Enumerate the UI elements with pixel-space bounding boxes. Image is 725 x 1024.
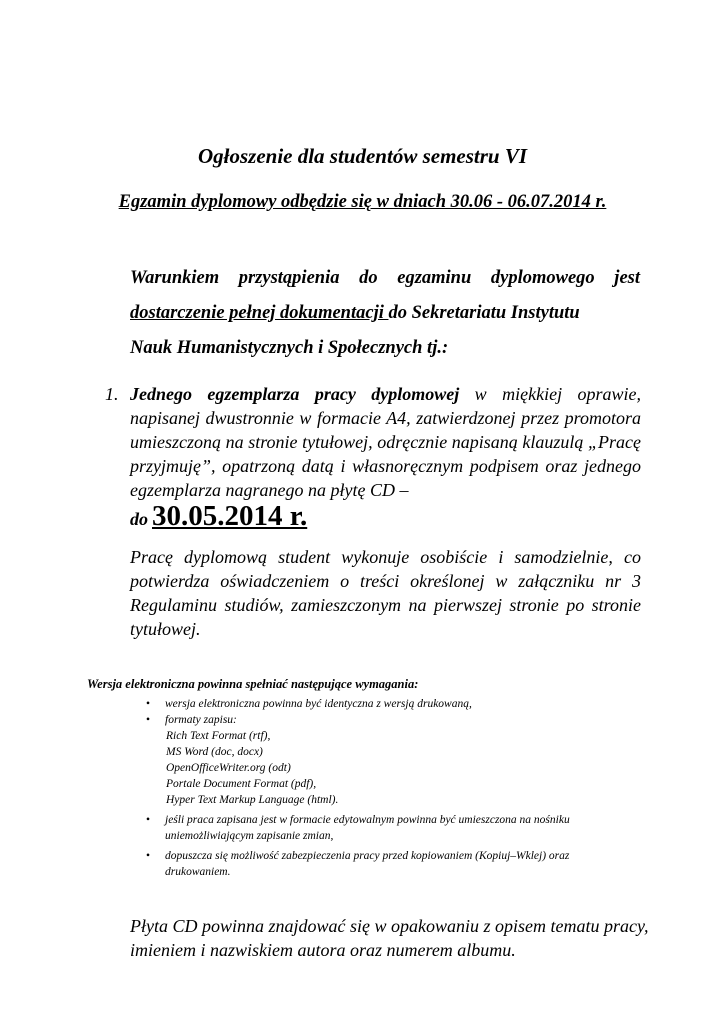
- condition-line-2: [130, 296, 640, 331]
- independence-paragraph: Pracę dyplomową student wykonuje osobiście i samodzielnie, co potwierdza oświadczeniem o treści określonej w załączniku nr 3 Regulaminu studiów, zamieszczonym na pierwszej stronie po stronie tytułowej.: [130, 547, 641, 639]
- exam-dates-heading: [0, 189, 725, 215]
- requirement-formats: formaty zapisu:: [165, 714, 237, 726]
- page-title: Ogłoszenie dla studentów semestru VI: [197, 144, 528, 168]
- list-item: [146, 696, 670, 712]
- requirement-editable-line-2: uniemożliwiającym zapisanie zmian,: [165, 830, 334, 842]
- condition-rest: do Sekretariatu Instytutu: [388, 303, 580, 323]
- condition-paragraph: [130, 261, 640, 366]
- requirement-copy-protection-line-1: dopuszcza się możliwość zabezpieczenia pracy przed kopiowaniem (Kopiuj–Wklej) oraz: [165, 850, 570, 862]
- electronic-version-heading: Wersja elektroniczna powinna spełniać następujące wymagania:: [87, 677, 419, 691]
- condition-line-1: Warunkiem przystąpienia do egzaminu dyplomowego jest: [130, 268, 640, 288]
- exam-dates-text: Egzamin dyplomowy odbędzie się w dniach 30.06 - 06.07.2014 r.: [118, 192, 607, 212]
- format-item: Rich Text Format (rtf),: [166, 730, 271, 742]
- deadline: [130, 500, 641, 540]
- list-item-continuation: [150, 828, 670, 844]
- condition-underlined: dostarczenie pełnej dokumentacji: [130, 303, 389, 323]
- thesis-copy-text: w miękkiej oprawie, napisanej dwustronnie w formacie A4, zatwierdzonej przez promotora umieszczoną na stronie tytułowej, odręcznie napisaną klauzulą „Pracę przyjmuję”, opatrzoną datą i własnoręcznym podpisem oraz jednego egzemplarza nagranego na płytę CD –: [130, 384, 641, 500]
- requirement-identical: wersja elektroniczna powinna być identyczna z wersją drukowaną,: [165, 698, 472, 710]
- format-item: OpenOfficeWriter.org (odt): [166, 762, 291, 774]
- format-item: MS Word (doc, docx): [166, 746, 263, 758]
- format-item: Portale Document Format (pdf),: [166, 778, 317, 790]
- requirement-copy-protection-line-2: drukowaniem.: [165, 866, 231, 878]
- format-item: Hyper Text Markup Language (html).: [166, 794, 339, 806]
- electronic-requirements-list: [146, 696, 670, 880]
- list-item-continuation: [150, 864, 670, 880]
- condition-line-3: Nauk Humanistycznych i Społecznych tj.:: [130, 338, 449, 358]
- cd-packaging-note: Płyta CD powinna znajdować się w opakowaniu z opisem tematu pracy, imieniem i nazwiskiem autora oraz numerem albumu.: [130, 916, 649, 960]
- list-item: [146, 712, 670, 728]
- list-item: [146, 812, 670, 828]
- deadline-prefix: do: [130, 509, 148, 529]
- bullet-icon: •: [146, 698, 151, 710]
- list-item: [146, 848, 670, 864]
- deadline-date: 30.05.2014 r.: [152, 500, 308, 532]
- formats-list: [150, 728, 670, 808]
- list-number: 1.: [105, 384, 119, 404]
- bullet-icon: •: [146, 850, 151, 862]
- list-item-thesis-copy: [130, 382, 641, 502]
- requirement-editable-line-1: jeśli praca zapisana jest w formacie edytowalnym powinna być umieszczona na nośniku: [165, 814, 570, 826]
- bullet-icon: •: [146, 714, 151, 726]
- bullet-icon: •: [146, 814, 151, 826]
- thesis-copy-lead: Jednego egzemplarza pracy dyplomowej: [130, 384, 460, 404]
